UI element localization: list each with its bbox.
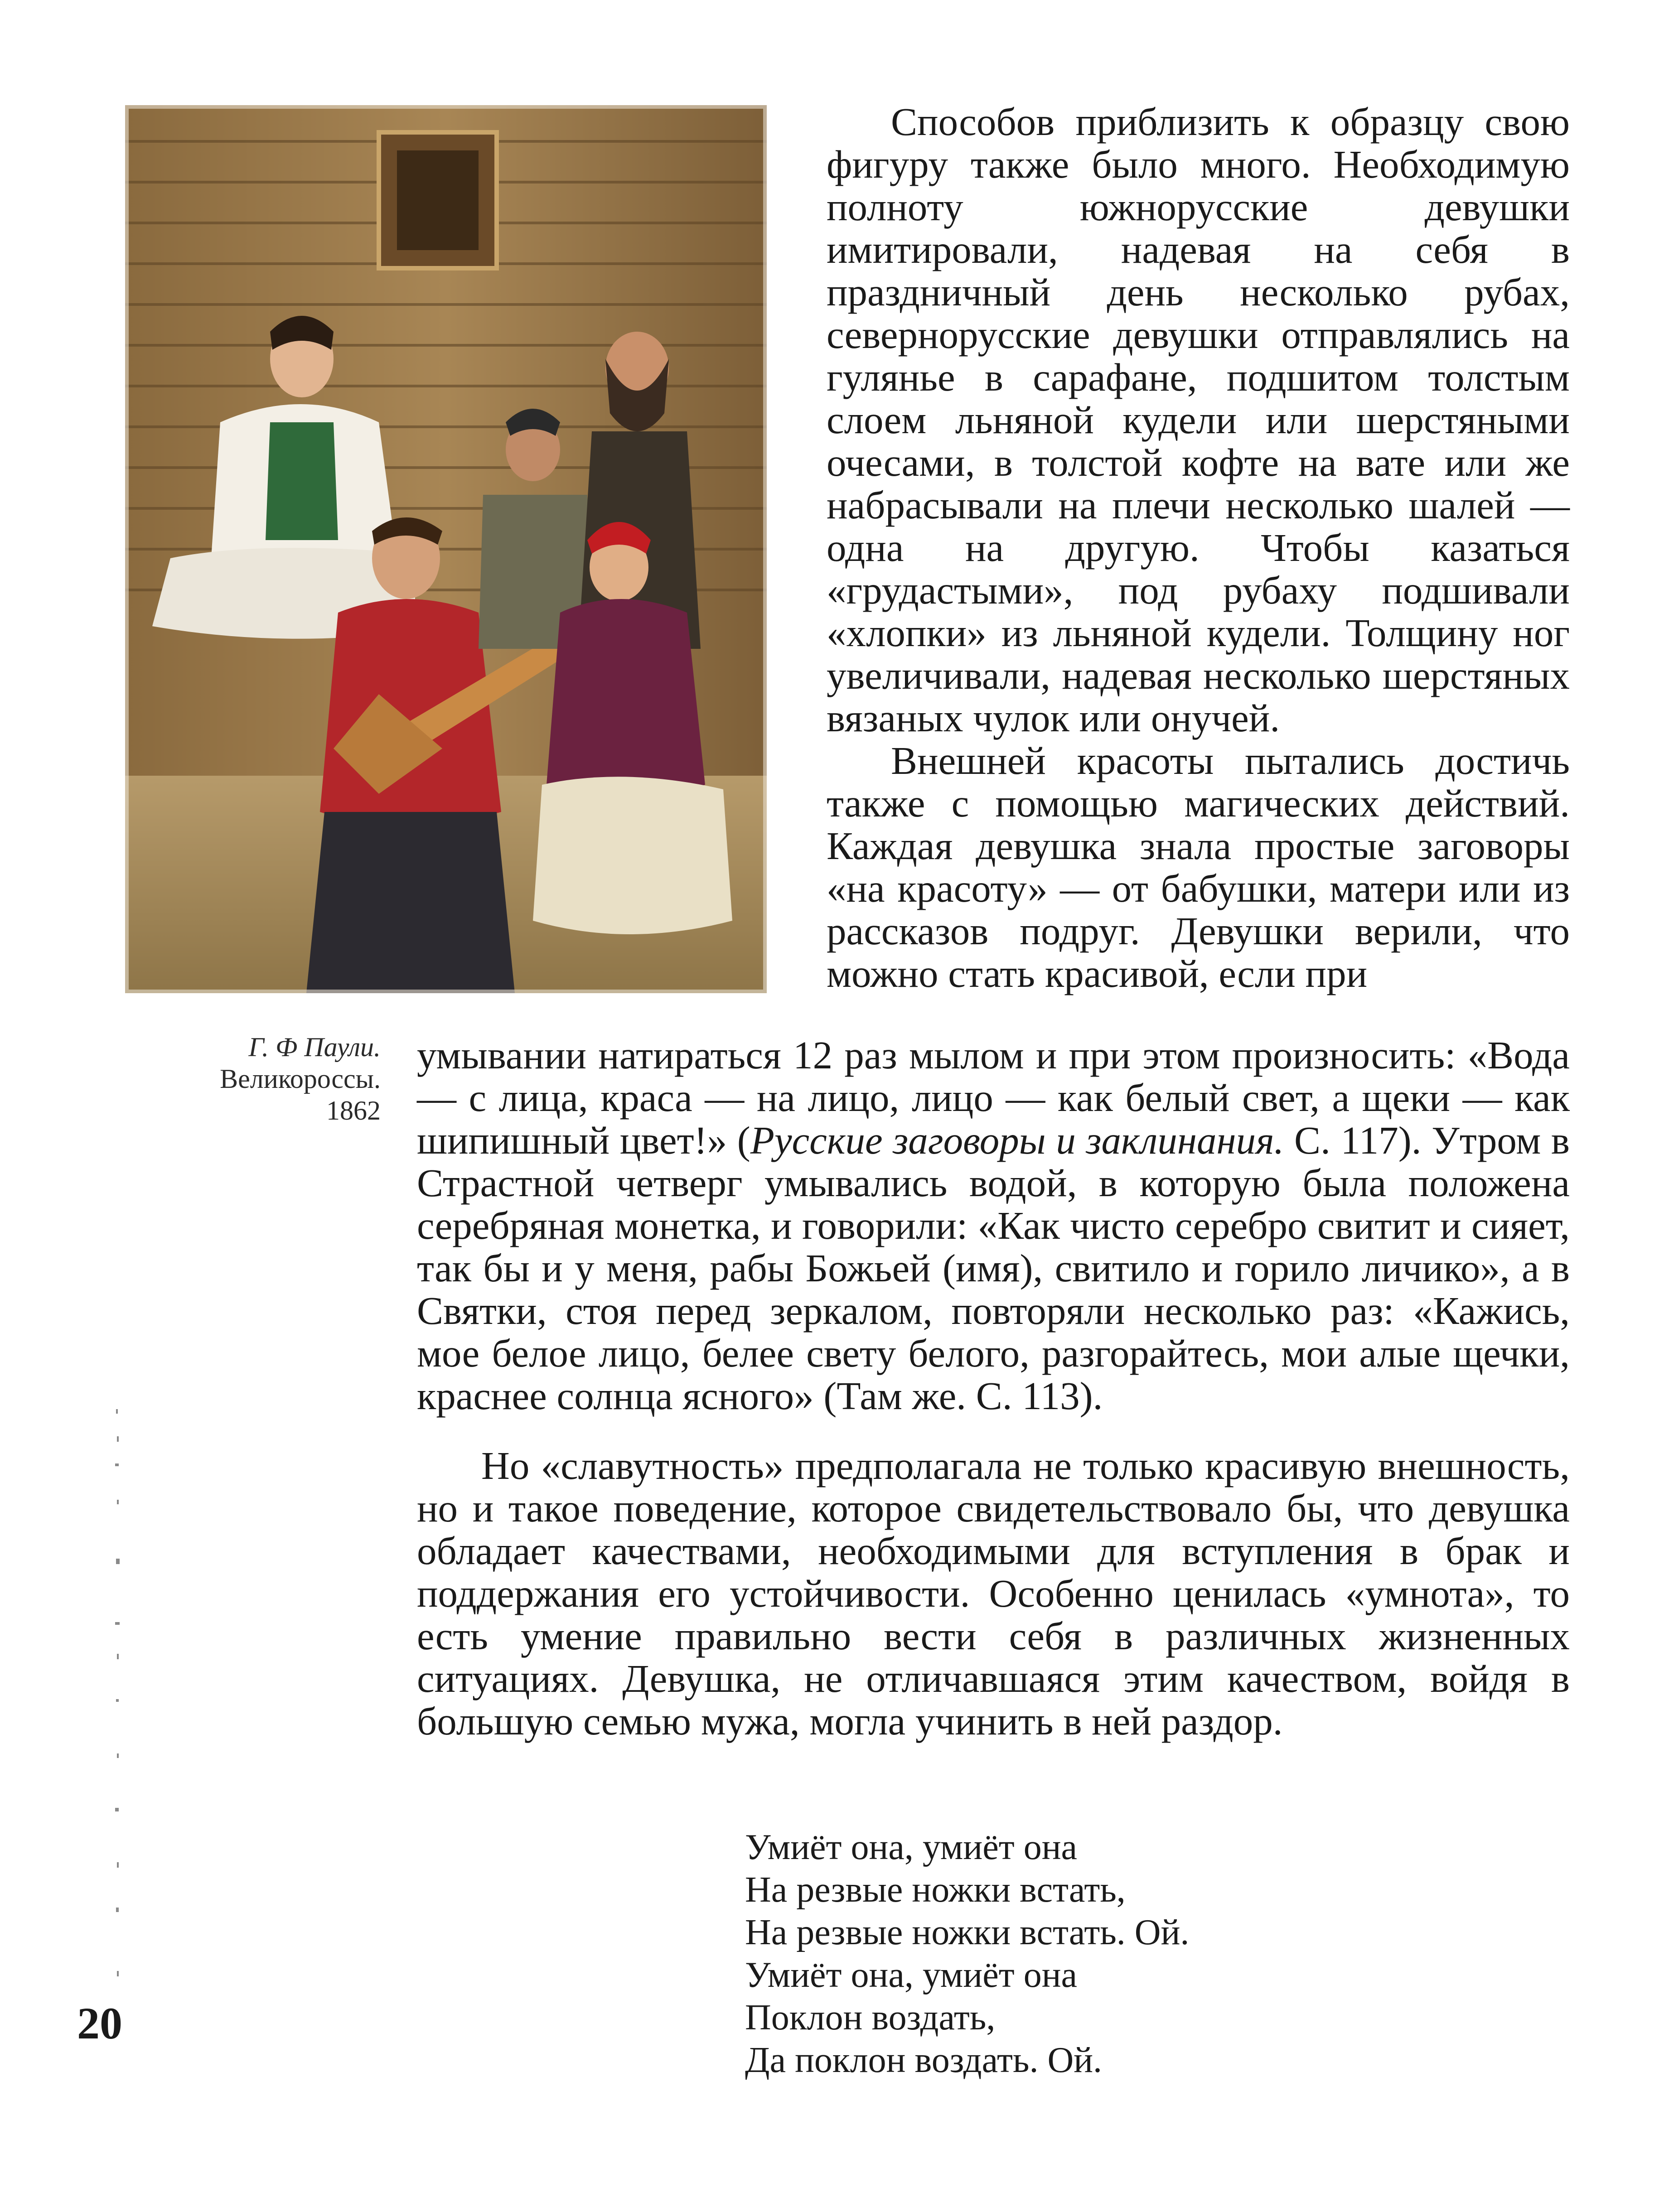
paragraph-magic-top: Внешней красоты пытались достичь также с помощью магических действий. Каждая девушка знала простые заговоры «на красоту» — от бабушки, матери или из рассказов подруг. Девушки верили, что можно стать красивой, если при bbox=[827, 739, 1570, 995]
verse-line: Да поклон воздать. Ой. bbox=[745, 2040, 1103, 2080]
paragraph-slavutnost: Но «славутность» предполагала не только красивую внешность, но и такое поведение, которое свидетельствовало бы, что девушка обладает качествами, необходимыми для вступления в брак и поддержания его устойчивости. Особенно ценилась «умнота», то есть умение правильно вести себя в различных жизненных ситуациях. Девушка, не отличавшаяся этим качеством, войдя в большую семью мужа, могла учинить в ней раздор. bbox=[417, 1444, 1570, 1743]
verse-line: На резвые ножки встать. Ой. bbox=[745, 1913, 1190, 1952]
paragraph-magic-start: умывании натираться 12 раз мылом и при этом произносить: «Вода — с лица, краса — на лицо, лицо — как белый свет, а щеки — как шипишный цвет!» ( bbox=[417, 1033, 1570, 1162]
painting-image bbox=[125, 105, 767, 993]
verse-line: На резвые ножки встать, bbox=[745, 1870, 1126, 1910]
paragraph-magic-continued bbox=[417, 1034, 1570, 1417]
image-caption bbox=[150, 1031, 381, 1126]
text-column-lower bbox=[417, 1444, 1570, 1743]
verse-line: Умиёт она, умиёт она bbox=[745, 1827, 1078, 1867]
folk-song-verse bbox=[745, 1826, 1189, 2082]
paragraph-magic-end: С. 117). Утром в Страстной четверг умывались водой, в которую была положена серебряная монетка, и говорили: «Как чисто серебро свитит и сияет, так бы и у меня, рабы Божьей (имя), свитило и горило личико», а в Святки, стоя перед зеркалом, повторяли несколько раз: «Кажись, мое белое лицо, белее свету белого, разгорайтесь, мои алые щечки, краснее солнца ясного» (Там же. С. 113). bbox=[417, 1118, 1570, 1418]
paragraph-figure: Способов приблизить к образцу свою фигуру также было много. Необходимую полноту южнорусские девушки имитировали, надевая на себя в праздничный день несколько рубах, севернорусские девушки отправлялись на гулянье в сарафане, подшитом толстым слоем льняной кудели или шерстяными очесами, в толстой кофте на вате или же набрасывали на плечи несколько шалей — одна на другую. Чтобы казаться «грудастыми», под рубаху подшивали «хлопки» из льняной кудели. Толщину ног увеличивали, надевая несколько шерстяных вязаных чулок или онучей. bbox=[827, 100, 1570, 740]
verse-line: Умиёт она, умиёт она bbox=[745, 1955, 1078, 1995]
page-number: 20 bbox=[77, 1998, 122, 2048]
painting-illustration bbox=[125, 105, 767, 993]
caption-year: 1862 bbox=[326, 1096, 381, 1125]
margin-marks bbox=[109, 1409, 127, 2034]
caption-title: Великороссы. bbox=[220, 1064, 381, 1094]
text-column-upper bbox=[827, 101, 1570, 995]
verse-line: Поклон воздать, bbox=[745, 1998, 996, 2038]
caption-author: Г. Ф Паули. bbox=[248, 1032, 381, 1062]
source-citation: Русские заговоры и заклинания. bbox=[750, 1118, 1284, 1162]
text-column-middle bbox=[417, 1034, 1570, 1417]
